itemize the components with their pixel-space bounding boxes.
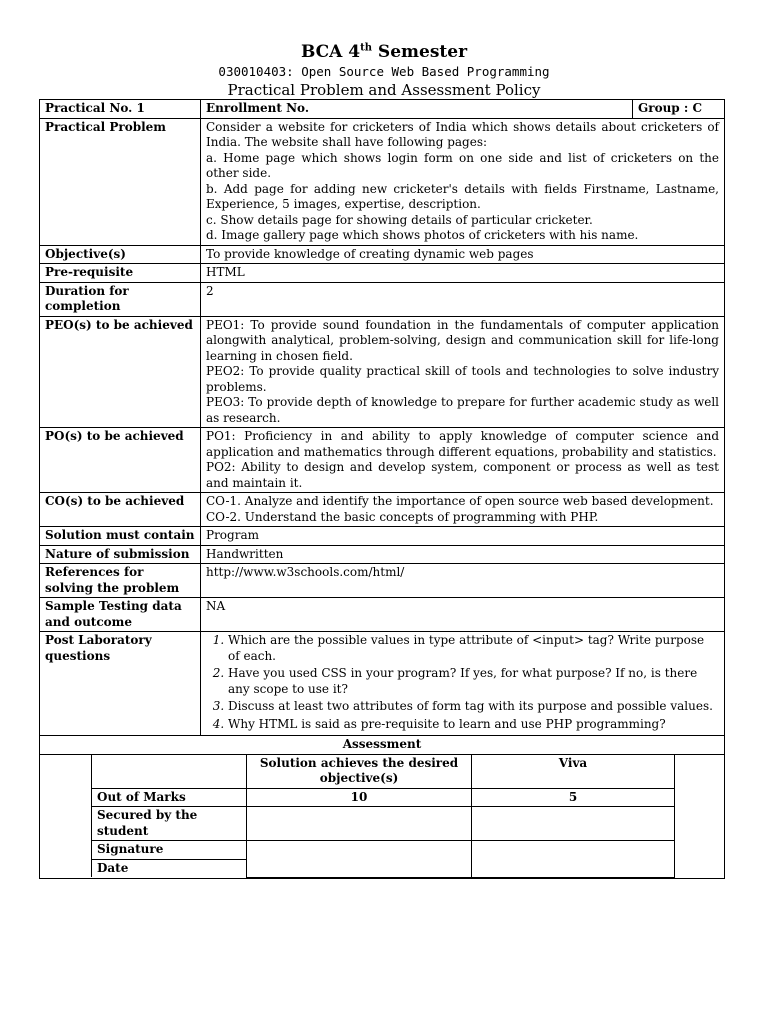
out-of-solution: 10	[247, 788, 472, 807]
sample-value: NA	[201, 598, 725, 632]
nature-value: Handwritten	[201, 545, 725, 564]
practical-no: Practical No. 1	[40, 100, 201, 119]
signature-row	[92, 841, 675, 860]
solution-row	[40, 527, 725, 546]
secured-viva-cell	[472, 807, 675, 841]
enrollment-no: Enrollment No.	[201, 100, 633, 119]
peo-line: PEO1: To provide sound foundation in the fundamentals of computer application alongwith analytical, problem-solving, design and communication skill for life-long learning in chosen field.	[206, 317, 719, 363]
problem-text	[201, 118, 725, 245]
postlab-row	[40, 632, 725, 736]
co-label: CO(s) to be achieved	[40, 493, 201, 527]
duration-value: 2	[201, 282, 725, 316]
out-of-viva: 5	[472, 788, 675, 807]
subject-line: 030010403: Open Source Web Based Programming	[218, 64, 550, 79]
group-label: Group : C	[633, 100, 725, 119]
po-label: PO(s) to be achieved	[40, 428, 201, 493]
peo-text	[201, 316, 725, 428]
problem-label: Practical Problem	[40, 118, 201, 245]
postlab-label: Post Laboratory questions	[40, 632, 201, 736]
assessment-title: Assessment	[40, 736, 725, 755]
peo-line: PEO3: To provide depth of knowledge to prepare for further academic study as well as research.	[206, 395, 719, 425]
assessment-col1: Solution achieves the desired objective(s)	[247, 755, 472, 789]
signature-label: Signature	[92, 841, 247, 860]
problem-line: d. Image gallery page which shows photos of cricketers with his name.	[206, 228, 639, 242]
peo-line: PEO2: To provide quality practical skill of tools and technologies to solve industry problems.	[206, 364, 719, 394]
postlab-question: 1. Which are the possible values in type attribute of <input> tag? Write purpose of each.	[228, 633, 719, 664]
assessment-row	[40, 754, 725, 878]
postlab-questions	[201, 632, 725, 736]
duration-label: Duration for completion	[40, 282, 201, 316]
postlab-question: 2. Have you used CSS in your program? If yes, for what purpose? If no, is there any scope to use it?	[228, 666, 719, 697]
solution-value: Program	[201, 527, 725, 546]
signature-cell-1	[247, 841, 472, 878]
date-label: Date	[92, 859, 247, 877]
assessment-blank-cell	[92, 755, 247, 789]
assessment-header-row	[92, 755, 675, 789]
peo-row	[40, 316, 725, 428]
solution-label: Solution must contain	[40, 527, 201, 546]
problem-line: b. Add page for adding new cricketer's details with fields Firstname, Lastname, Experience, 5 images, expertise, description.	[206, 181, 719, 211]
co-line: CO-1. Analyze and identify the importance of open source web based development.	[206, 494, 714, 508]
problem-row	[40, 118, 725, 245]
practical-table	[39, 99, 725, 879]
sample-label: Sample Testing data and outcome	[40, 598, 201, 632]
assessment-table	[91, 755, 675, 878]
secured-solution-cell	[247, 807, 472, 841]
refs-value: http://www.w3schools.com/html/	[201, 564, 725, 598]
postlab-question: 4. Why HTML is said as pre-requisite to learn and use PHP programming?	[228, 717, 719, 733]
po-line: PO2: Ability to design and develop system, component or process as well as test and maintain it.	[206, 460, 719, 490]
problem-line: Consider a website for cricketers of India which shows details about cricketers of India. The website shall have following pages:	[206, 119, 719, 149]
prereq-row	[40, 264, 725, 283]
document-title: BCA 4th Semester	[300, 42, 468, 62]
duration-row	[40, 282, 725, 316]
out-of-label: Out of Marks	[92, 788, 247, 807]
refs-label: References for solving the problem	[40, 564, 201, 598]
co-row	[40, 493, 725, 527]
assessment-container	[40, 754, 725, 878]
out-of-row	[92, 788, 675, 807]
problem-line: c. Show details page for showing details of particular cricketer.	[206, 212, 593, 227]
assessment-title-row	[40, 736, 725, 755]
po-row	[40, 428, 725, 493]
signature-cell-2	[472, 841, 675, 878]
co-line: CO-2. Understand the basic concepts of programming with PHP.	[206, 509, 599, 524]
secured-row	[92, 807, 675, 841]
peo-label: PEO(s) to be achieved	[40, 316, 201, 428]
postlab-question: 3. Discuss at least two attributes of form tag with its purpose and possible values.	[228, 699, 719, 715]
objective-value: To provide knowledge of creating dynamic web pages	[201, 245, 725, 264]
header-row	[40, 100, 725, 119]
prereq-value: HTML	[201, 264, 725, 283]
refs-row	[40, 564, 725, 598]
objective-row	[40, 245, 725, 264]
prereq-label: Pre-requisite	[40, 264, 201, 283]
nature-label: Nature of submission	[40, 545, 201, 564]
po-text	[201, 428, 725, 493]
nature-row	[40, 545, 725, 564]
secured-label: Secured by the student	[92, 807, 247, 841]
assessment-col2: Viva	[472, 755, 675, 789]
po-line: PO1: Proficiency in and ability to apply knowledge of computer science and application and mathematics through different equations, probability and statistics.	[206, 429, 719, 459]
policy-heading: Practical Problem and Assessment Policy	[227, 81, 541, 99]
co-text	[201, 493, 725, 527]
sample-row	[40, 598, 725, 632]
problem-line: a. Home page which shows login form on one side and list of cricketers on the other side.	[206, 150, 719, 180]
objective-label: Objective(s)	[40, 245, 201, 264]
